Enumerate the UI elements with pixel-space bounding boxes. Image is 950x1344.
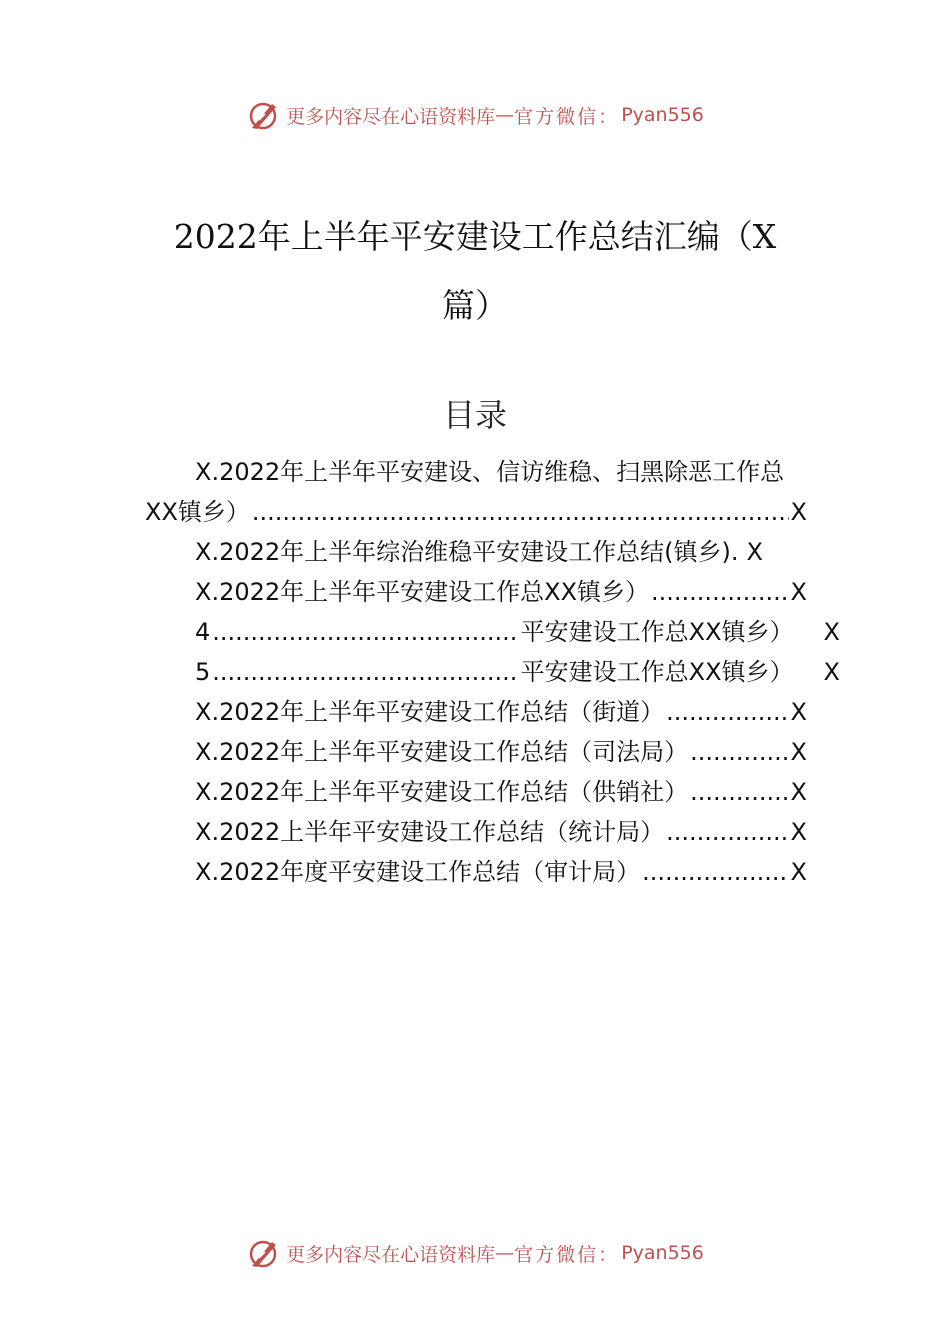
toc-leader-dots	[690, 732, 788, 772]
toc-entry-label: X.2022年上半年平安建设工作总结（街道）	[195, 698, 665, 726]
toc-page-number: X	[790, 578, 807, 606]
banner-wechat-id: Pyan556	[621, 1242, 704, 1264]
toc-page-number: X	[823, 658, 840, 686]
toc-entry-1-line-2[interactable]	[145, 492, 807, 532]
toc-entry-8[interactable]	[195, 772, 807, 812]
banner-official: 官方微信：	[514, 1243, 620, 1266]
toc-entry-label: X.2022年上半年平安建设工作总结（司法局）	[195, 738, 689, 766]
toc-entry-4[interactable]	[195, 612, 840, 652]
toc-entry-label: X.2022上半年平安建设工作总结（统计局）	[195, 818, 665, 846]
document-title-line-1: 2022年上半年平安建设工作总结汇编（X	[173, 217, 777, 256]
toc-entry-1-line-1[interactable]	[195, 452, 784, 492]
document-title-line-2: 篇）	[442, 286, 508, 325]
toc-leader-dots	[642, 852, 788, 892]
toc-leader-dots	[651, 572, 789, 612]
banner-official: 官方微信：	[514, 105, 620, 128]
toc-page-number: X	[746, 538, 763, 566]
banner-text: 更多内容尽在心语资料库	[286, 105, 496, 128]
toc-leader-dots	[666, 812, 788, 852]
toc-page-number: X	[790, 778, 807, 806]
toc-page-number: X	[790, 818, 807, 846]
toc-entry-7[interactable]	[195, 732, 807, 772]
toc-page-number: X	[823, 618, 840, 646]
toc-leader-dots	[212, 652, 518, 692]
banner-dash: —	[495, 1242, 515, 1264]
toc-entry-label: 平安建设工作总XX镇乡）	[520, 658, 794, 686]
pen-logo-icon	[246, 1236, 280, 1270]
toc-leader-dots	[690, 772, 788, 812]
toc-entry-number: 4	[195, 618, 211, 646]
toc-entry-10[interactable]	[195, 852, 807, 892]
toc-page-number: X	[790, 738, 807, 766]
toc-entry-9[interactable]	[195, 812, 807, 852]
toc-leader-dots	[666, 692, 788, 732]
toc-entry-3[interactable]	[195, 572, 807, 612]
toc-heading: 目录	[442, 396, 507, 434]
header-banner	[0, 95, 950, 135]
footer-banner	[0, 1233, 950, 1273]
toc-entry-label: X.2022年上半年综治维稳平安建设工作总结(镇乡).	[195, 538, 739, 566]
toc-entry-6[interactable]	[195, 692, 807, 732]
toc-leader-dots	[212, 612, 518, 652]
toc-entry-label: 平安建设工作总XX镇乡）	[520, 618, 794, 646]
toc-entry-label: X.2022年上半年平安建设、信访维稳、扫黑除恶工作总	[195, 458, 785, 486]
toc-page-number: X	[790, 858, 807, 886]
toc-entry-label: X.2022年度平安建设工作总结（审计局）	[195, 858, 641, 886]
toc-page-number: X	[790, 498, 807, 526]
toc-entry-number: 5	[195, 658, 211, 686]
banner-text: 更多内容尽在心语资料库	[286, 1243, 496, 1266]
toc-entry-2[interactable]	[195, 532, 807, 572]
toc-entry-label: X.2022年上半年平安建设工作总XX镇乡）	[195, 578, 650, 606]
toc-page-number: X	[790, 698, 807, 726]
banner-dash: —	[495, 104, 515, 126]
toc-entry-5[interactable]	[195, 652, 840, 692]
toc-leader-dots	[252, 492, 789, 532]
toc-entry-label: X.2022年上半年平安建设工作总结（供销社）	[195, 778, 689, 806]
toc-entry-label: XX镇乡）	[145, 498, 250, 526]
pen-logo-icon	[246, 98, 280, 132]
banner-wechat-id: Pyan556	[621, 104, 704, 126]
